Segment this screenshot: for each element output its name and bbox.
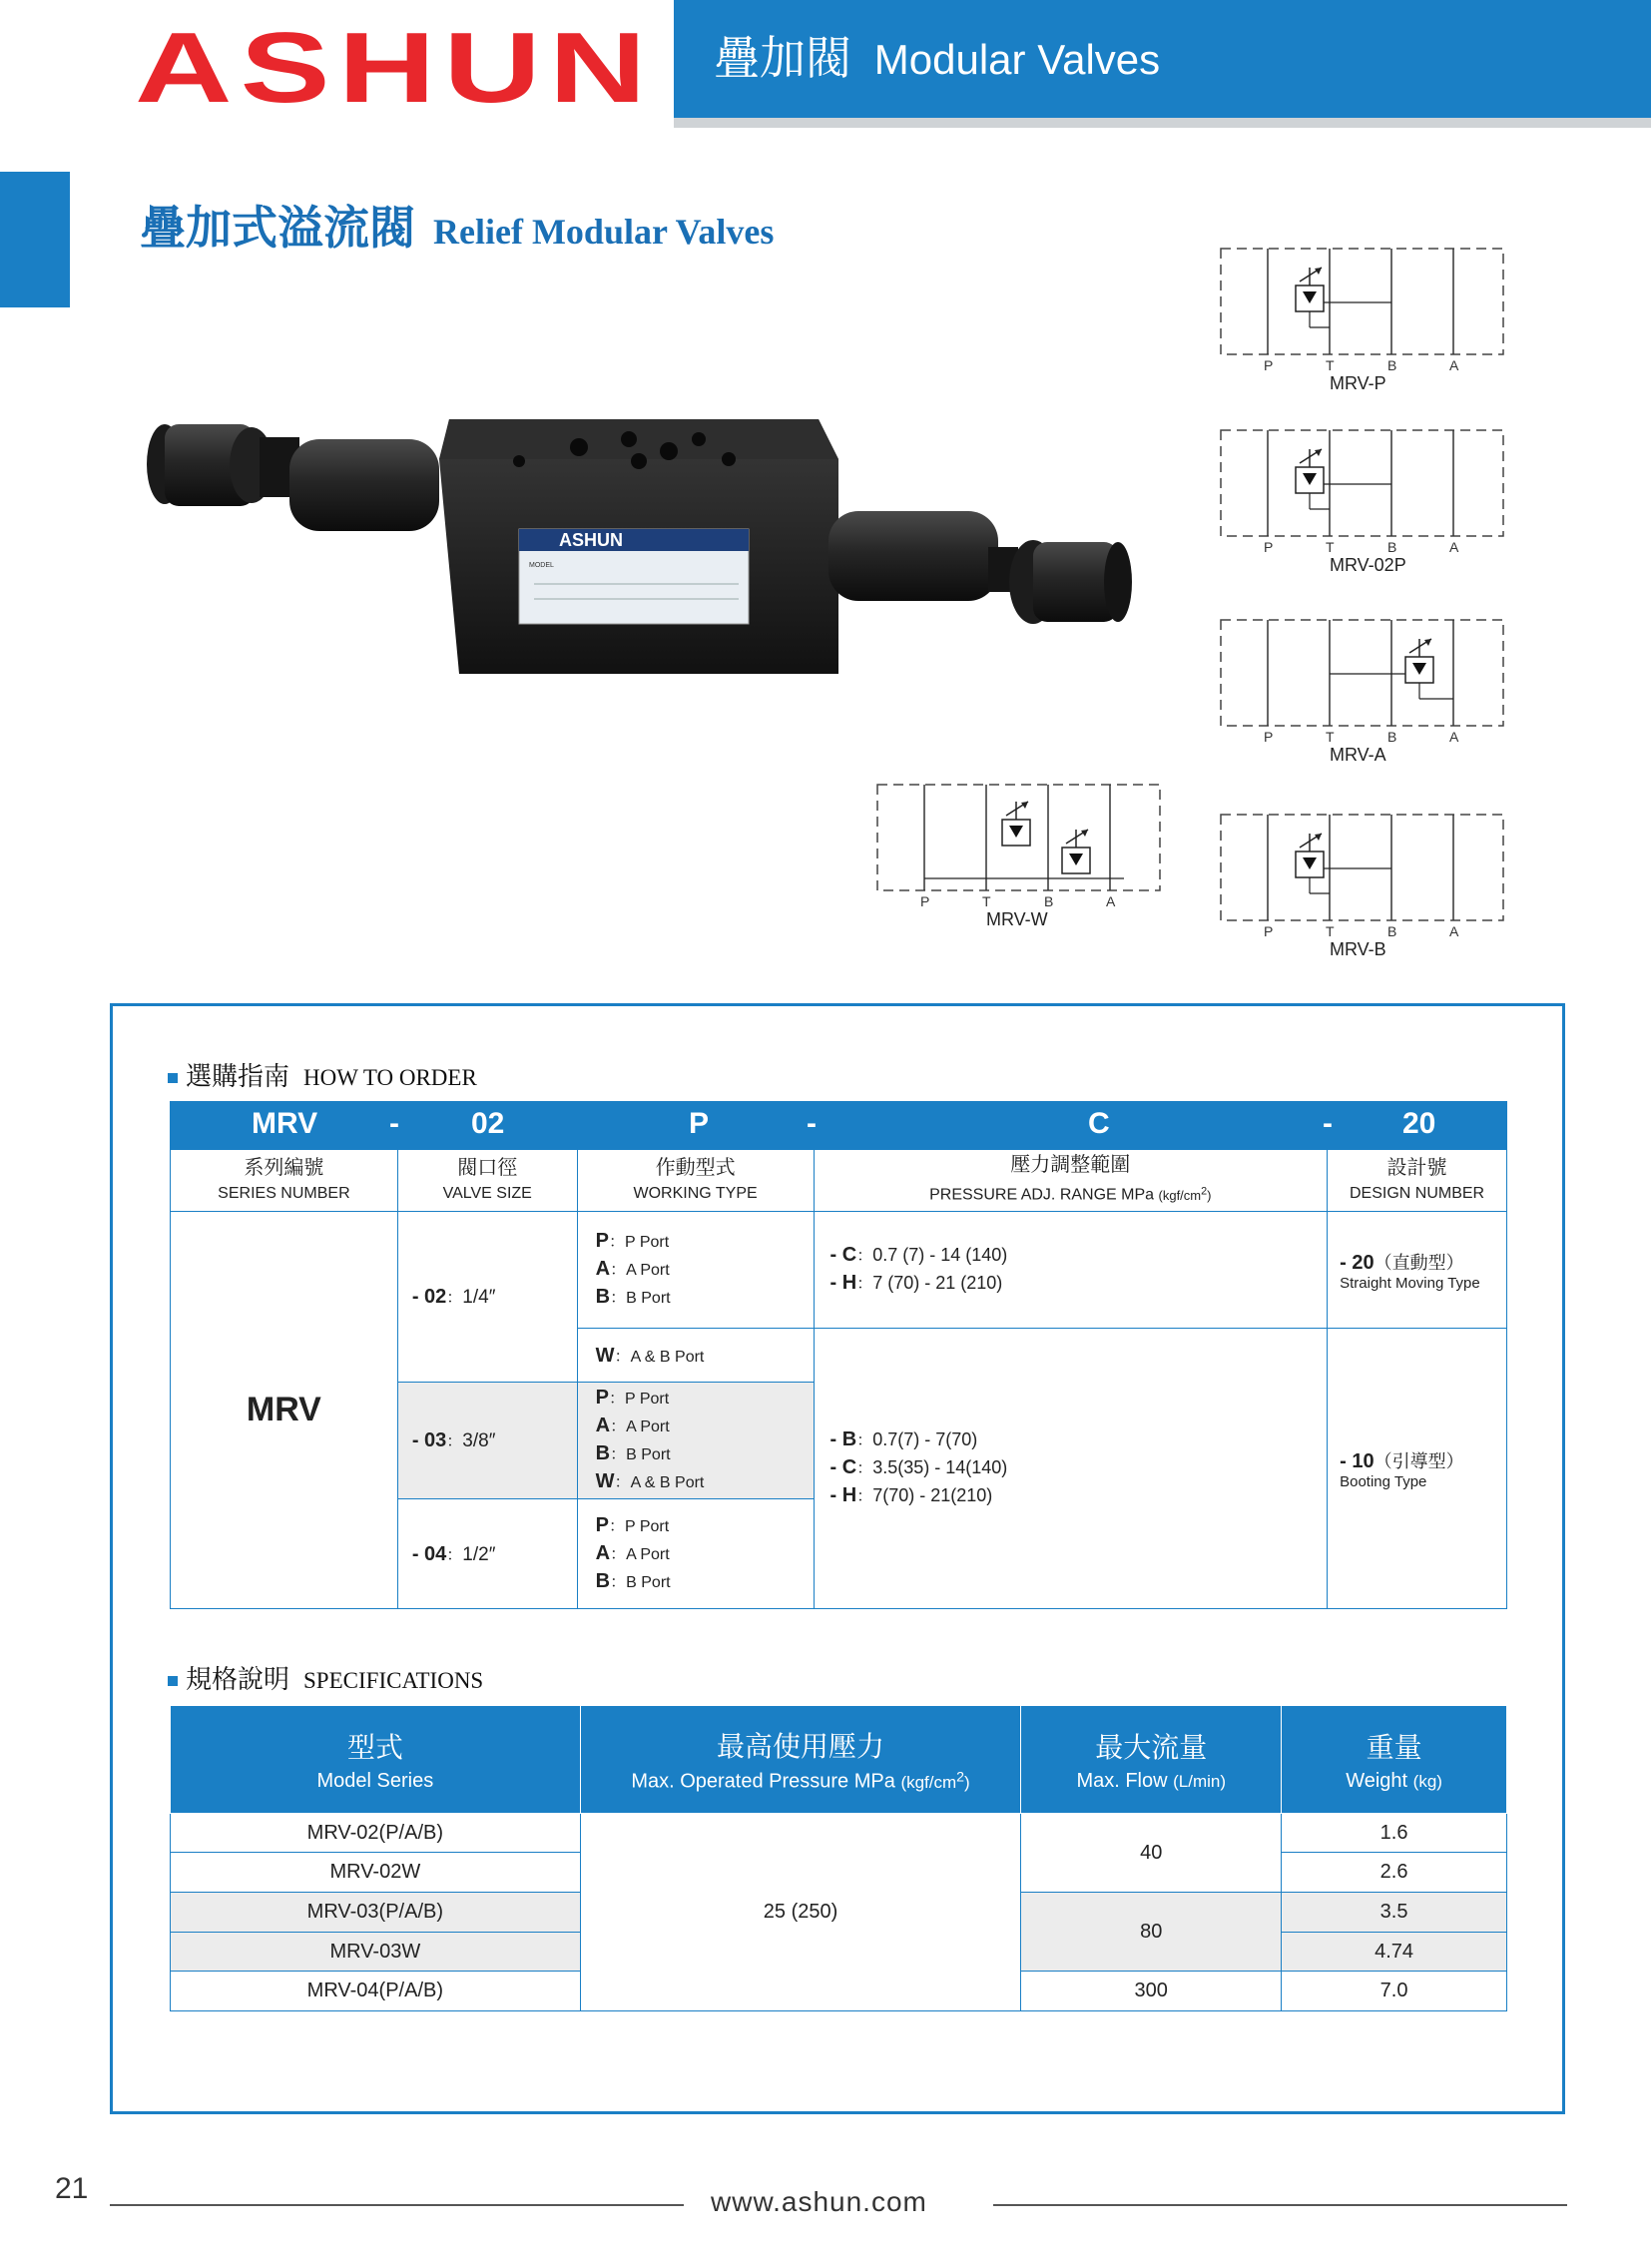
size-04: - 04：1/2″ bbox=[397, 1499, 577, 1609]
spec-weight: 7.0 bbox=[1282, 1972, 1507, 2011]
circuit-symbol bbox=[1220, 814, 1504, 981]
port-label: A bbox=[1449, 357, 1459, 373]
spec-model: MRV-03W bbox=[171, 1933, 581, 1972]
spec-heading-cn: 規格說明 bbox=[186, 1664, 290, 1694]
order-table bbox=[170, 1149, 1507, 1609]
spec-col-model: 型式 Model Series bbox=[171, 1706, 581, 1814]
port-label: A bbox=[1449, 923, 1459, 939]
port-label: T bbox=[1326, 923, 1335, 939]
circuit-symbol-label: MRV-02P bbox=[1330, 555, 1406, 575]
circuit-symbol-label: MRV-P bbox=[1330, 373, 1386, 393]
order-code-dash: - bbox=[389, 1107, 399, 1140]
circuit-symbol-label: MRV-W bbox=[986, 909, 1048, 929]
spec-weight: 1.6 bbox=[1282, 1814, 1507, 1853]
footer-rule-right bbox=[993, 2204, 1567, 2206]
spec-flow: 80 bbox=[1021, 1893, 1282, 1972]
side-tab bbox=[0, 172, 70, 307]
port-label: B bbox=[1044, 893, 1054, 909]
spec-weight: 4.74 bbox=[1282, 1933, 1507, 1972]
bullet-square-icon bbox=[168, 1676, 178, 1686]
spec-col-flow: 最大流量 Max. Flow (L/min) bbox=[1021, 1706, 1282, 1814]
port-label: P bbox=[920, 893, 930, 909]
col-design: 設計號 DESIGN NUMBER bbox=[1328, 1150, 1507, 1212]
design-direct: - 20（直動型） Straight Moving Type bbox=[1328, 1212, 1507, 1329]
footer-rule-left bbox=[110, 2204, 684, 2206]
circuit-symbol bbox=[1220, 619, 1504, 787]
order-table-header bbox=[171, 1150, 1507, 1212]
circuit-symbol-drawing bbox=[1220, 814, 1504, 923]
order-heading-cn: 選購指南 bbox=[186, 1061, 290, 1091]
spec-col-weight: 重量 Weight (kg) bbox=[1282, 1706, 1507, 1814]
port-label: P bbox=[1264, 729, 1274, 745]
order-code-design: 20 bbox=[1402, 1107, 1436, 1140]
circuit-symbol-label: MRV-B bbox=[1330, 939, 1386, 959]
port-label: T bbox=[1326, 539, 1335, 555]
col-type: 作動型式 WORKING TYPE bbox=[577, 1150, 814, 1212]
spec-heading bbox=[168, 1659, 483, 1696]
section-title bbox=[140, 198, 774, 262]
pressure-pilot: - B：0.7(7) - 7(70) - C：3.5(35) - 14(140) - H：7(70) - 21(210) bbox=[814, 1329, 1328, 1609]
order-code-dash: - bbox=[1323, 1107, 1333, 1140]
port-label: T bbox=[1326, 357, 1335, 373]
spec-weight: 2.6 bbox=[1282, 1853, 1507, 1893]
header-title bbox=[714, 28, 1160, 90]
circuit-symbol bbox=[1220, 429, 1504, 597]
order-code-size: 02 bbox=[471, 1107, 505, 1140]
bullet-square-icon bbox=[168, 1073, 178, 1083]
nameplate-brand: ASHUN bbox=[559, 530, 624, 550]
design-pilot: - 10（引導型） Booting Type bbox=[1328, 1329, 1507, 1609]
port-label: B bbox=[1387, 357, 1397, 373]
circuit-symbol-drawing bbox=[876, 784, 1161, 893]
port-label: T bbox=[982, 893, 991, 909]
series-cell: MRV bbox=[171, 1212, 398, 1609]
spec-flow: 300 bbox=[1021, 1972, 1282, 2011]
order-code-bar bbox=[170, 1101, 1507, 1149]
port-label: B bbox=[1387, 729, 1397, 745]
port-label: P bbox=[1264, 923, 1274, 939]
col-size: 閥口徑 VALVE SIZE bbox=[397, 1150, 577, 1212]
types-03: P：P Port A：A Port B：B Port W：A & B Port bbox=[577, 1383, 814, 1499]
section-title-en: Relief Modular Valves bbox=[433, 212, 775, 252]
nameplate-model-label: MODEL bbox=[529, 562, 554, 569]
spec-header bbox=[171, 1706, 1507, 1814]
spec-model: MRV-02W bbox=[171, 1853, 581, 1893]
product-photo bbox=[140, 399, 1158, 689]
order-code-series: MRV bbox=[252, 1107, 318, 1140]
circuit-symbol-drawing bbox=[1220, 248, 1504, 357]
header-title-en: Modular Valves bbox=[873, 36, 1161, 83]
col-series: 系列編號 SERIES NUMBER bbox=[171, 1150, 398, 1212]
spec-pressure: 25 (250) bbox=[580, 1814, 1021, 2011]
types-02: P：P Port A：A Port B：B Port bbox=[577, 1212, 814, 1329]
order-code-dash: - bbox=[807, 1107, 817, 1140]
spec-model: MRV-03(P/A/B) bbox=[171, 1893, 581, 1933]
port-label: A bbox=[1106, 893, 1116, 909]
spec-heading-en: SPECIFICATIONS bbox=[303, 1668, 484, 1693]
circuit-symbol bbox=[876, 784, 1161, 951]
order-code-pressure: C bbox=[1088, 1107, 1110, 1140]
order-code-type: P bbox=[689, 1107, 710, 1140]
footer-url: www.ashun.com bbox=[711, 2186, 927, 2217]
pressure-direct: - C：0.7 (7) - 14 (140) - H：7 (70) - 21 (210) bbox=[814, 1212, 1328, 1329]
order-row-02 bbox=[171, 1212, 1507, 1329]
spec-table bbox=[170, 1705, 1507, 2011]
circuit-symbol-drawing bbox=[1220, 619, 1504, 729]
order-heading bbox=[168, 1056, 477, 1093]
circuit-symbol bbox=[1220, 248, 1504, 415]
circuit-symbol-drawing bbox=[1220, 429, 1504, 539]
section-title-cn: 疊加式溢流閥 bbox=[140, 202, 415, 254]
size-02: - 02：1/4″ bbox=[397, 1212, 577, 1383]
header-title-cn: 疊加閥 bbox=[714, 32, 851, 84]
port-label: T bbox=[1326, 729, 1335, 745]
header-shadow-band bbox=[674, 118, 1651, 128]
types-04: P：P Port A：A Port B：B Port bbox=[577, 1499, 814, 1609]
port-label: A bbox=[1449, 539, 1459, 555]
port-label: A bbox=[1449, 729, 1459, 745]
spec-row bbox=[171, 1814, 1507, 1853]
spec-weight: 3.5 bbox=[1282, 1893, 1507, 1933]
port-label: P bbox=[1264, 539, 1274, 555]
spec-model: MRV-04(P/A/B) bbox=[171, 1972, 581, 2011]
port-label: P bbox=[1264, 357, 1274, 373]
port-label: B bbox=[1387, 923, 1397, 939]
port-label: B bbox=[1387, 539, 1397, 555]
spec-flow: 40 bbox=[1021, 1814, 1282, 1893]
order-heading-en: HOW TO ORDER bbox=[303, 1065, 477, 1090]
spec-model: MRV-02(P/A/B) bbox=[171, 1814, 581, 1853]
col-pressure: 壓力調整範圍 PRESSURE ADJ. RANGE MPa $(kgf/cm^2)$ bbox=[814, 1150, 1328, 1212]
brand-logo: ASHUN bbox=[135, 12, 655, 124]
type-w-02: W：A & B Port bbox=[577, 1329, 814, 1383]
spec-col-pressure: 最高使用壓力 Max. Operated Pressure MPa $(kgf/cm^2)$ bbox=[580, 1706, 1021, 1814]
page-number: 21 bbox=[55, 2172, 89, 2205]
circuit-symbol-label: MRV-A bbox=[1330, 745, 1386, 765]
size-03: - 03：3/8″ bbox=[397, 1383, 577, 1499]
